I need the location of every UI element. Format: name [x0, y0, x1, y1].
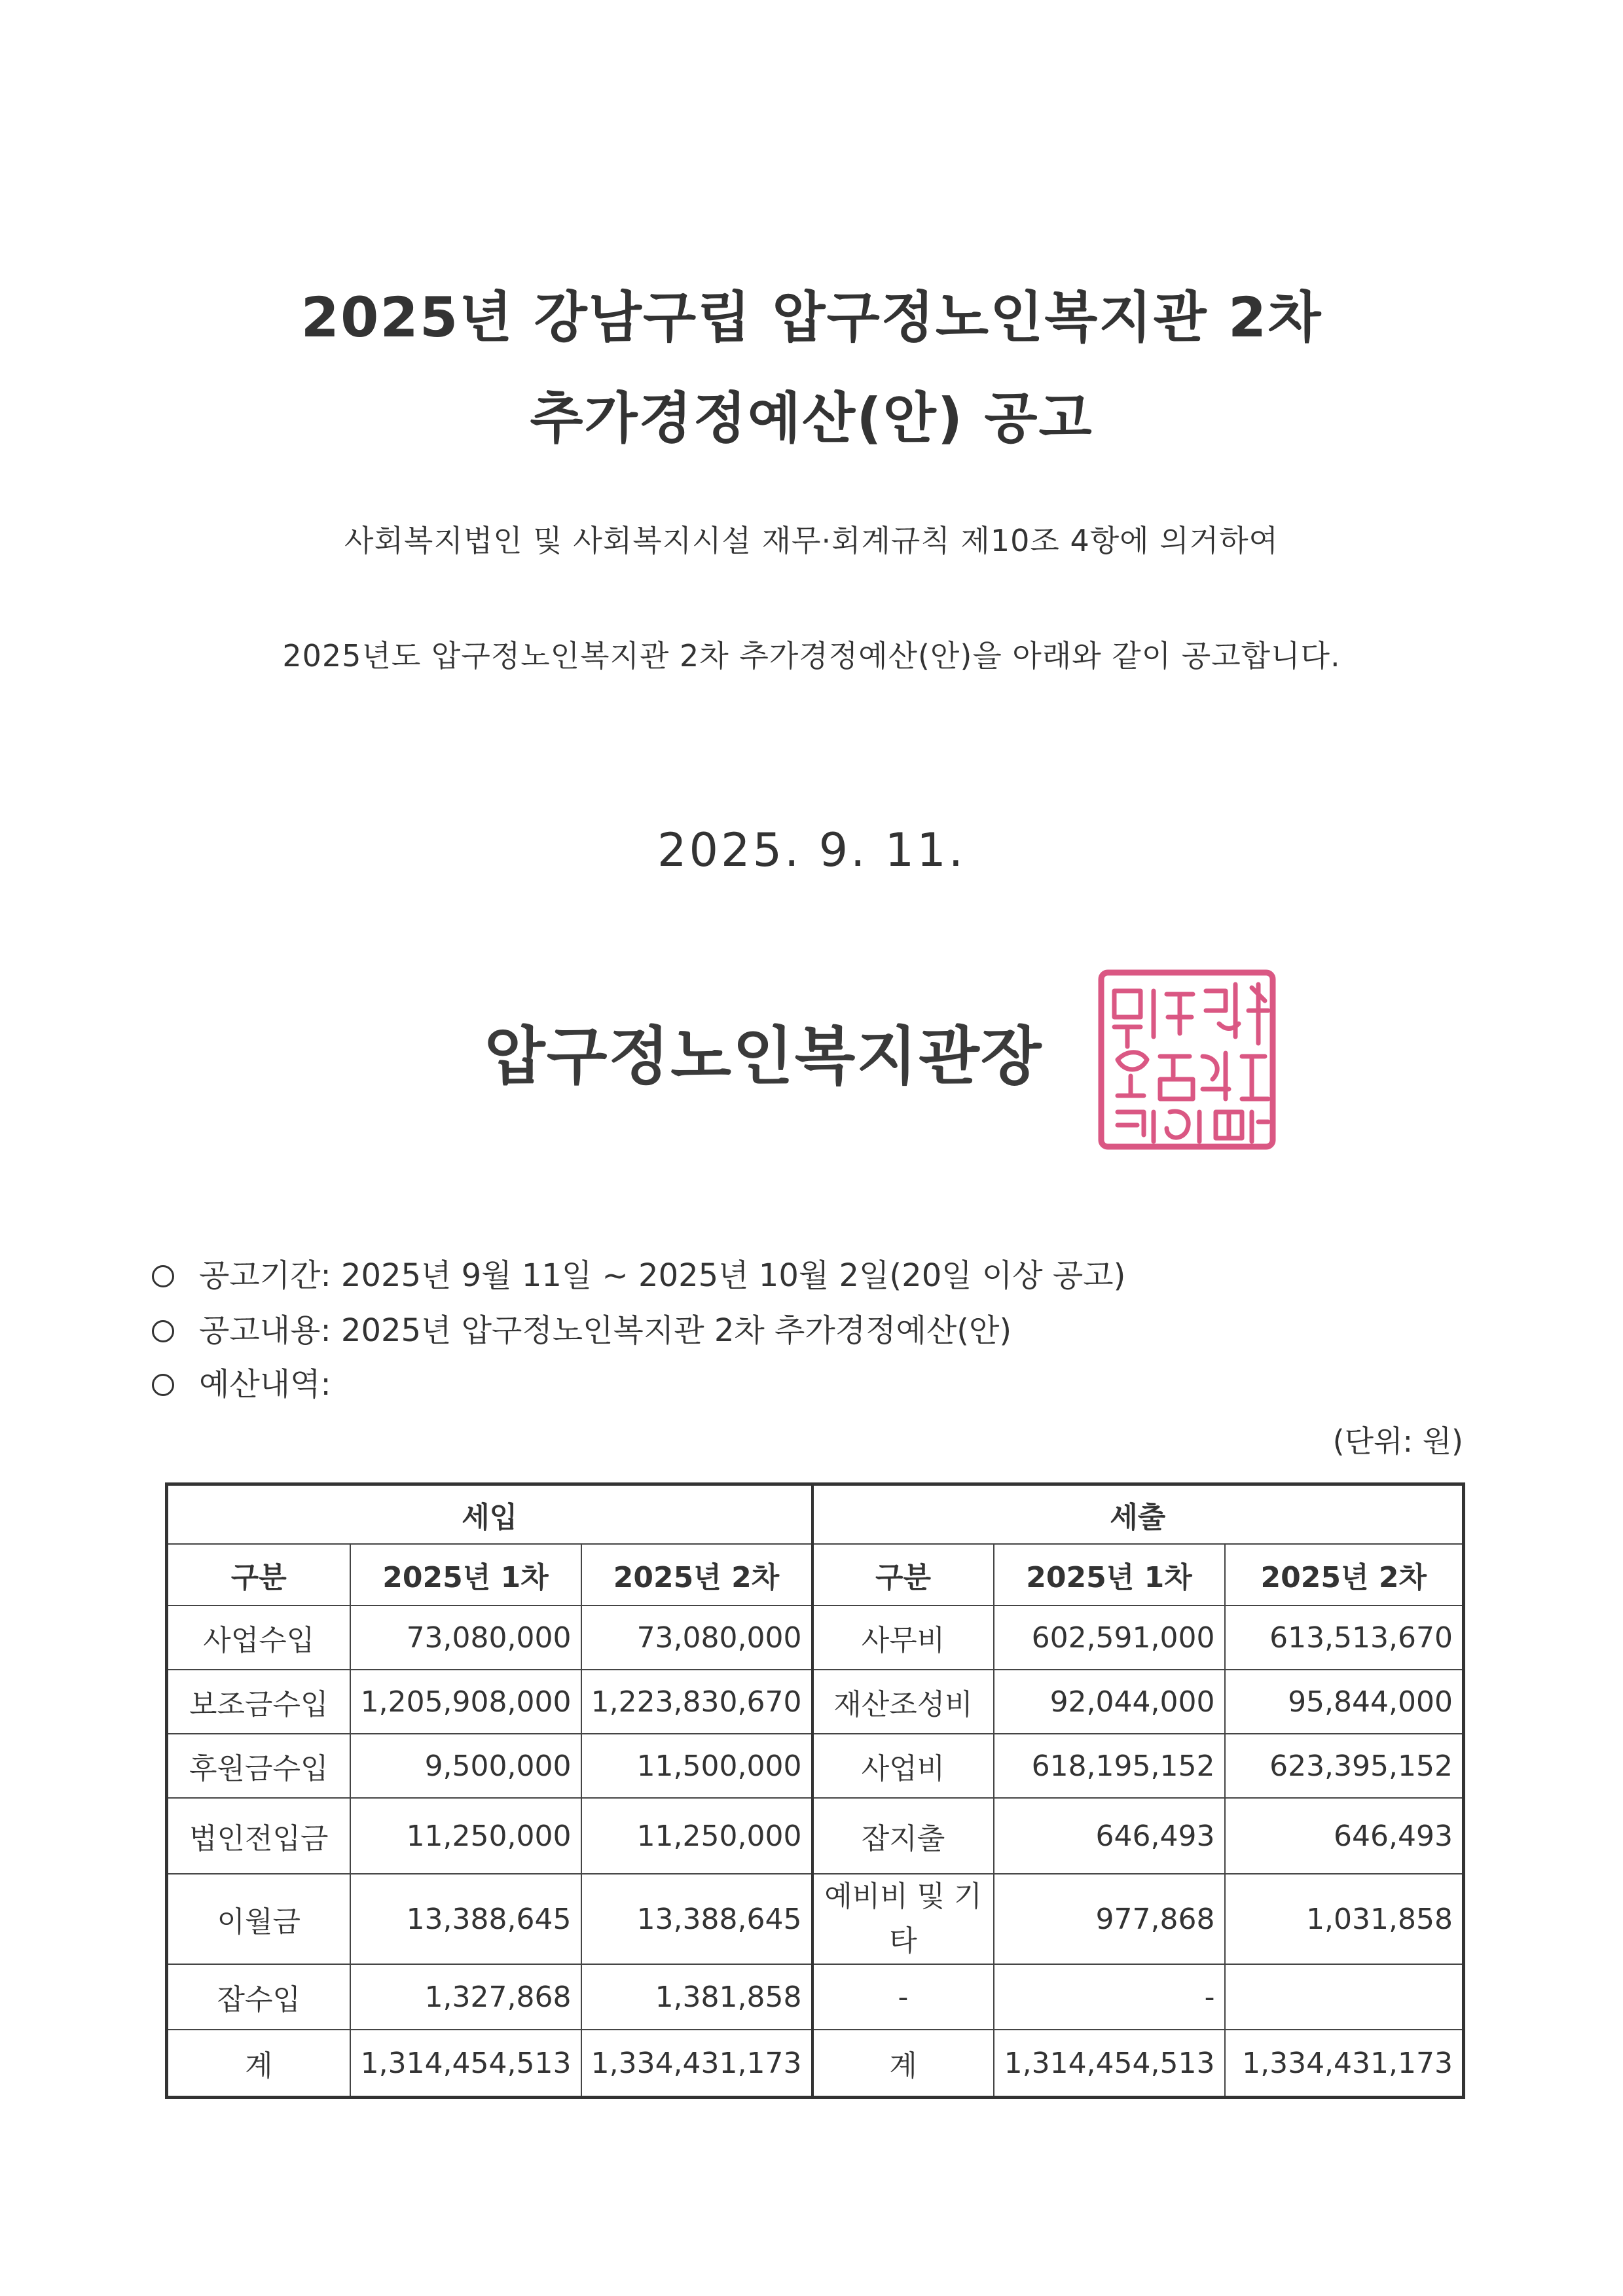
table-cell: 11,250,000 [581, 1798, 812, 1874]
expense-header: 세출 [812, 1484, 1464, 1545]
table-cell: 잡지출 [812, 1798, 994, 1874]
table-cell: 1,327,868 [350, 1964, 581, 2030]
table-cell: 이월금 [167, 1874, 350, 1964]
table-cell: 623,395,152 [1225, 1734, 1464, 1798]
table-cell: 1,031,858 [1225, 1874, 1464, 1964]
page-title-line1: 2025년 강남구립 압구정노인복지관 2차 [301, 285, 1322, 350]
table-cell: 646,493 [1225, 1798, 1464, 1874]
column-header: 2025년 2차 [1225, 1544, 1464, 1605]
page-title-line2: 추가경정예산(안) 공고 [530, 386, 1093, 450]
table-cell: 계 [812, 2030, 994, 2098]
table-cell: 13,388,645 [350, 1874, 581, 1964]
table-row [167, 1734, 1464, 1798]
table-cell: 잡수입 [167, 1964, 350, 2030]
table-cell: 602,591,000 [994, 1605, 1225, 1670]
table-cell: 73,080,000 [350, 1605, 581, 1670]
table-cell: 보조금수입 [167, 1670, 350, 1734]
table-cell: 1,223,830,670 [581, 1670, 812, 1734]
column-header: 2025년 1차 [350, 1544, 581, 1605]
table-cell: 1,314,454,513 [350, 2030, 581, 2098]
table-cell: 계 [167, 2030, 350, 2098]
legal-basis-text: 사회복지법인 및 사회복지시설 재무·회계규칙 제10조 4항에 의거하여 [344, 523, 1279, 558]
official-seal-stamp [1095, 965, 1282, 1155]
table-cell: 사무비 [812, 1605, 994, 1670]
table-cell: 13,388,645 [581, 1874, 812, 1964]
circle-bullet-icon [152, 1320, 174, 1342]
budget-table [165, 1482, 1465, 2099]
table-cell: - [812, 1964, 994, 2030]
table-cell: 92,044,000 [994, 1670, 1225, 1734]
table-row [167, 1874, 1464, 1964]
notice-content-text: 공고내용: 2025년 압구정노인복지관 2차 추가경정예산(안) [199, 1312, 1012, 1349]
revenue-header: 세입 [167, 1484, 812, 1545]
column-header: 구분 [812, 1544, 994, 1605]
announcement-text: 2025년도 압구정노인복지관 2차 추가경정예산(안)을 아래와 같이 공고합니다. [282, 638, 1341, 673]
table-row [167, 1670, 1464, 1734]
table-cell: - [994, 1964, 1225, 2030]
column-header: 구분 [167, 1544, 350, 1605]
notice-content [152, 1305, 1012, 1350]
signer-name: 압구정노인복지관장 [484, 1020, 1043, 1093]
budget-details-text: 예산내역: [199, 1366, 331, 1403]
table-row [167, 1605, 1464, 1670]
table-cell: 1,334,431,173 [581, 2030, 812, 2098]
table-row [167, 1964, 1464, 2030]
table-cell: 1,205,908,000 [350, 1670, 581, 1734]
table-cell: 1,334,431,173 [1225, 2030, 1464, 2098]
announcement-date: 2025. 9. 11. [657, 823, 966, 877]
notice-period-text: 공고기간: 2025년 9월 11일 ~ 2025년 10월 2일(20일 이상 공고) [199, 1257, 1126, 1294]
table-cell: 73,080,000 [581, 1605, 812, 1670]
table-cell: 사업비 [812, 1734, 994, 1798]
table-cell: 재산조성비 [812, 1670, 994, 1734]
table-cell: 9,500,000 [350, 1734, 581, 1798]
budget-details-label [152, 1359, 331, 1404]
table-cell: 11,500,000 [581, 1734, 812, 1798]
table-cell: 후원금수입 [167, 1734, 350, 1798]
table-row-total [167, 2030, 1464, 2098]
unit-note: (단위: 원) [1332, 1424, 1463, 1459]
table-cell [1225, 1964, 1464, 2030]
table-cell: 예비비 및 기타 [812, 1874, 994, 1964]
notice-period [152, 1250, 1125, 1295]
column-header: 2025년 1차 [994, 1544, 1225, 1605]
column-header: 2025년 2차 [581, 1544, 812, 1605]
circle-bullet-icon [152, 1265, 174, 1287]
table-row [167, 1798, 1464, 1874]
table-cell: 1,314,454,513 [994, 2030, 1225, 2098]
table-cell: 11,250,000 [350, 1798, 581, 1874]
table-cell: 977,868 [994, 1874, 1225, 1964]
table-cell: 95,844,000 [1225, 1670, 1464, 1734]
table-cell: 618,195,152 [994, 1734, 1225, 1798]
table-cell: 1,381,858 [581, 1964, 812, 2030]
table-cell: 646,493 [994, 1798, 1225, 1874]
table-cell: 613,513,670 [1225, 1605, 1464, 1670]
circle-bullet-icon [152, 1374, 174, 1396]
table-cell: 사업수입 [167, 1605, 350, 1670]
table-cell: 법인전입금 [167, 1798, 350, 1874]
